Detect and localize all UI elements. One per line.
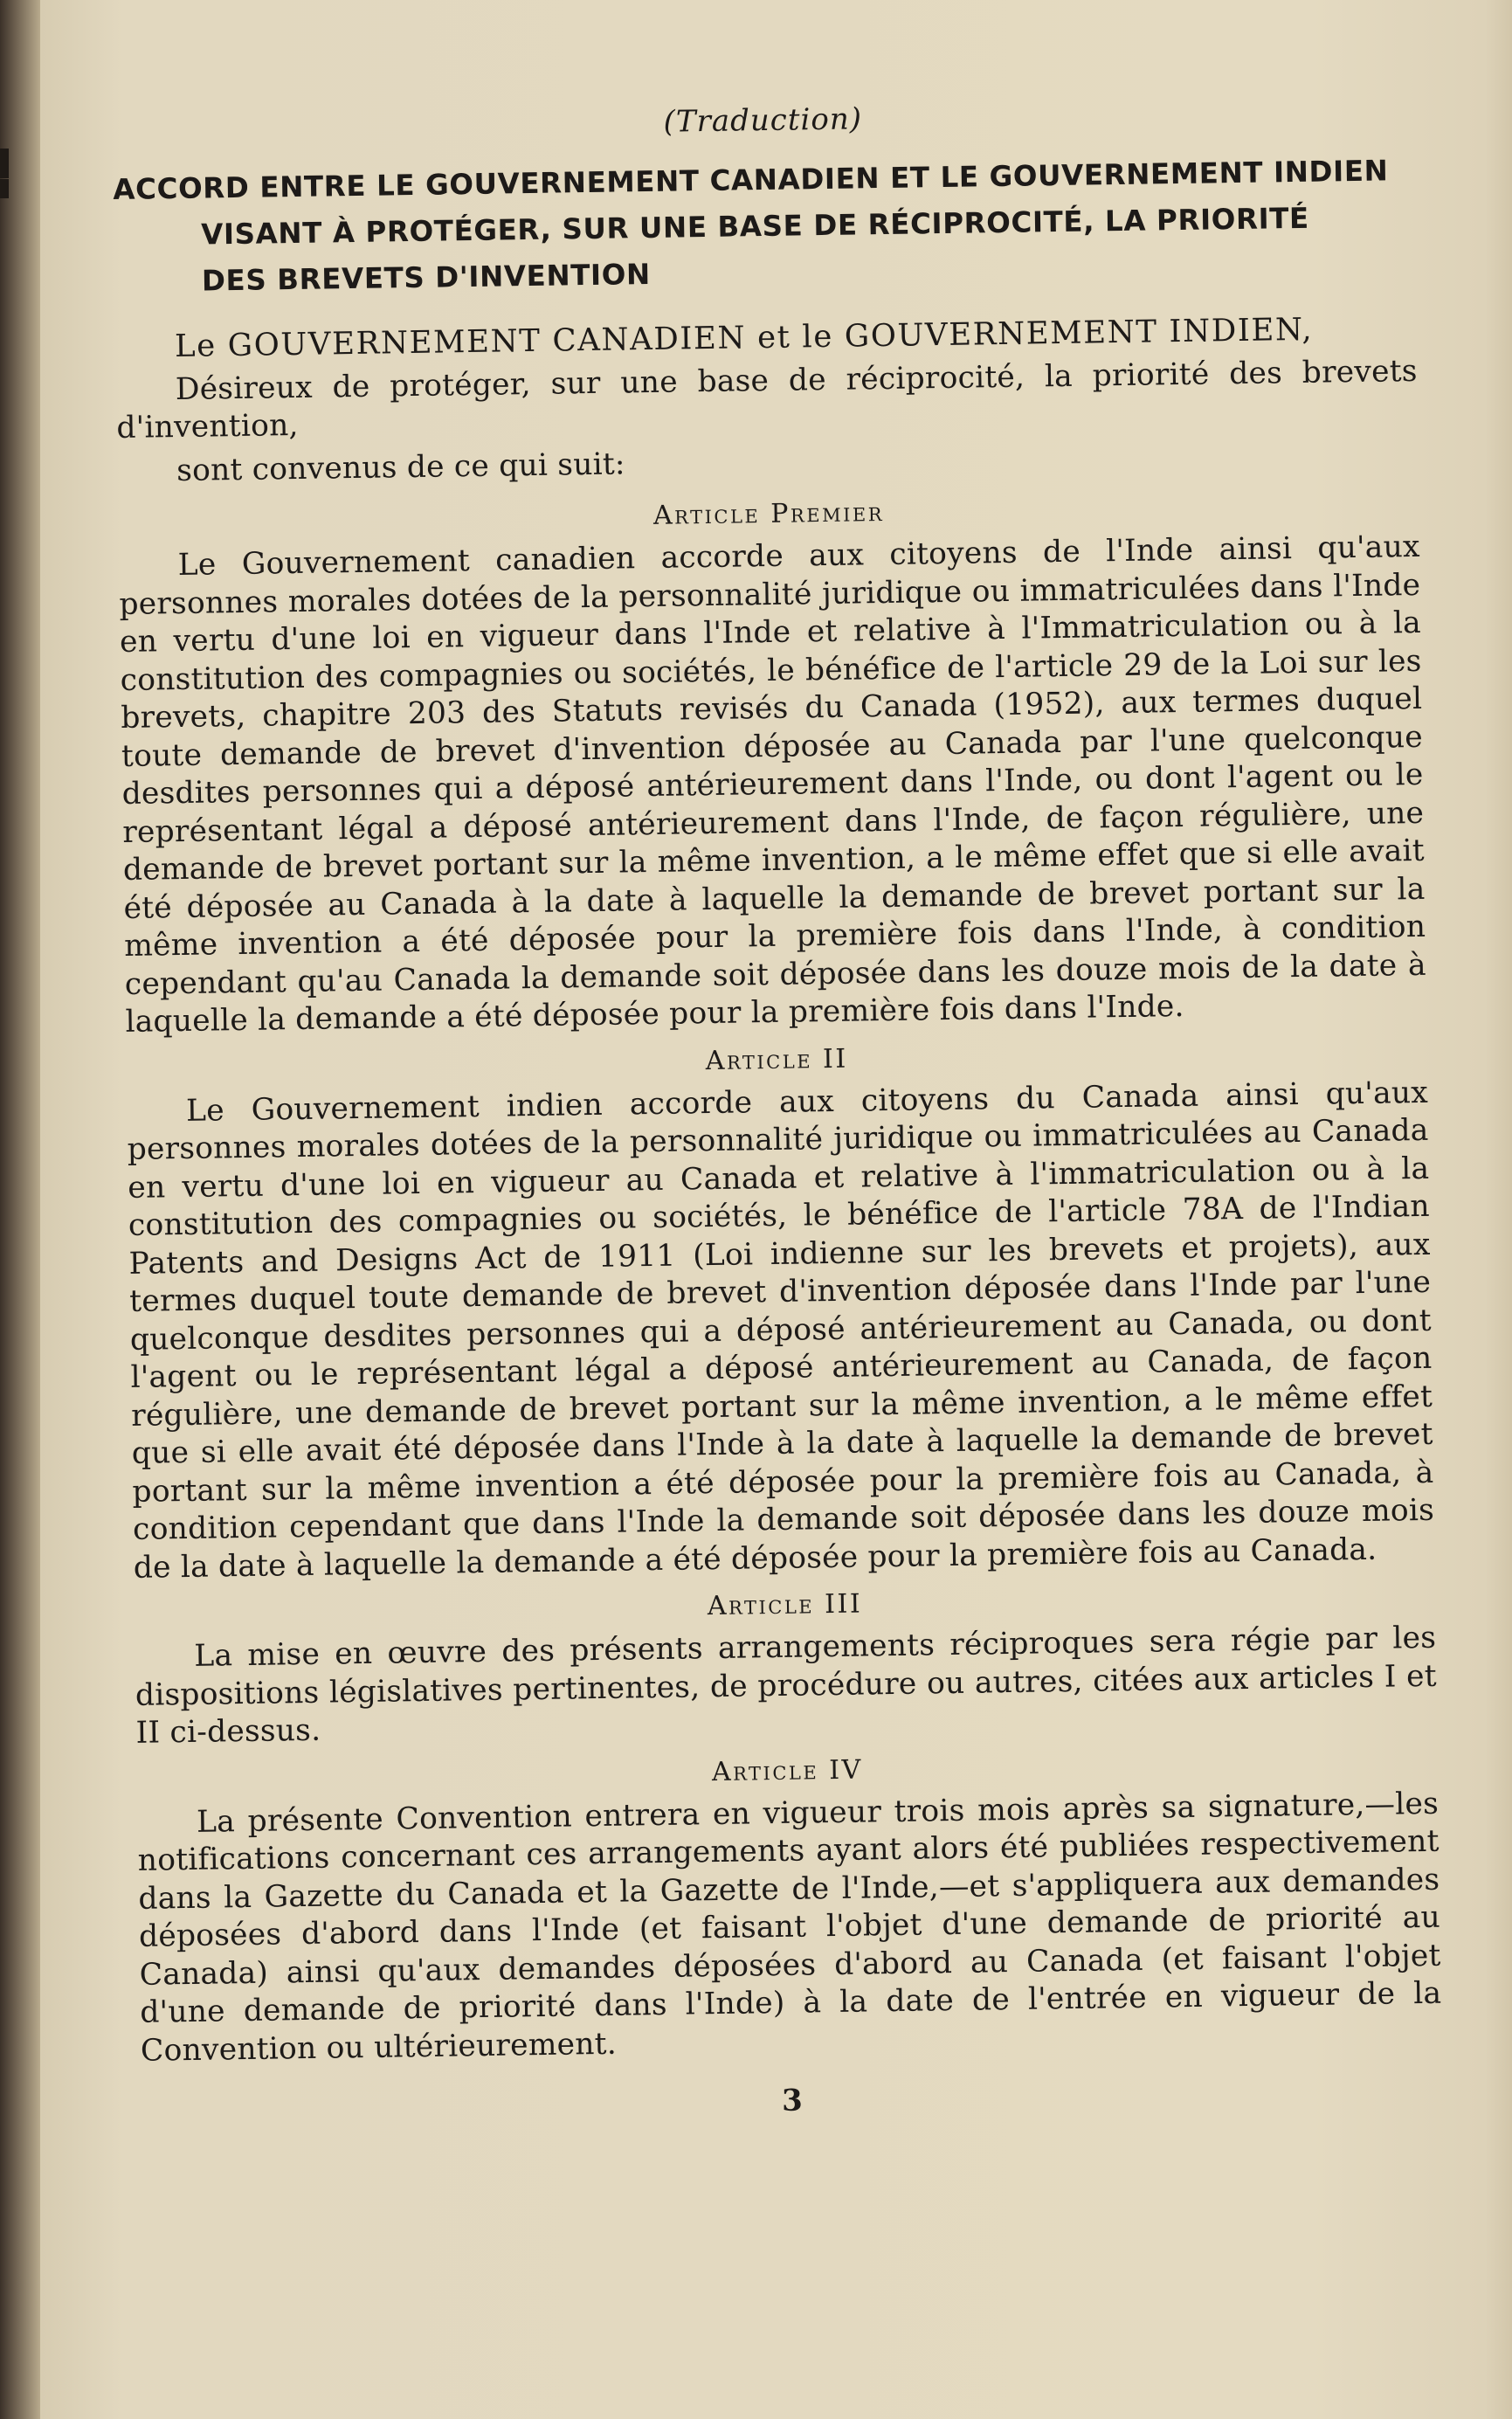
title-line: DES BREVETS D'INVENTION	[201, 257, 651, 298]
article-body: La mise en œuvre des présents arrangements réciproques sera régie par les dispositions législatives pertinentes, de procédure ou autres, citées aux articles I et II ci-dessus.	[135, 1620, 1438, 1751]
article-heading: Article IV	[711, 1754, 863, 1787]
parties-paragraph: Le GOUVERNEMENT CANADIEN et le GOUVERNEMENT INDIEN,	[174, 311, 1314, 365]
spine-mark	[0, 149, 9, 178]
translation-note: (Traduction)	[663, 101, 863, 140]
title-line: ACCORD ENTRE LE GOUVERNEMENT CANADIEN ET LE GOUVERNEMENT INDIEN	[113, 154, 1389, 207]
article-heading: Article Premier	[652, 496, 885, 531]
article-heading: Article III	[707, 1588, 863, 1622]
article-heading: Article II	[705, 1043, 848, 1076]
article-body: La présente Convention entrera en vigueur trois mois après sa signature,—les notifications concernant ces arrangements ayant alors été publiées respectivement dans la Gazette du Canada et la Gazette de l'Inde,—et s'appliquera aux demandes déposées d'abord dans l'Inde (et faisant l'objet d'une demande de priorité au Canada) ainsi qu'aux demandes déposées d'abord au Canada (et faisant l'objet d'une demande de priorité dans l'Inde) à la date de l'entrée en vigueur de la Convention ou ultérieurement.	[137, 1786, 1442, 2069]
article-body: Le Gouvernement canadien accorde aux citoyens de l'Inde ainsi qu'aux personnes morales dotées de la personnalité juridique ou immatriculées dans l'Inde en vertu d'une loi en vigueur dans l'Inde et relative à l'Immatriculation ou à la constitution des compagnies ou sociétés, le bénéfice de l'article 29 de la Loi sur les brevets, chapitre 203 des Statuts revisés du Canada (1952), aux termes duquel toute demande de brevet d'invention déposée au Canada par l'une quelconque desdites personnes qui a déposé antérieurement dans l'Inde, ou dont l'agent ou le représentant légal a déposé antérieurement dans l'Inde, de façon régulière, une demande de brevet portant sur la même invention, a le même effet que si elle avait été déposée au Canada à la date à laquelle la demande de brevet portant sur la même invention a été déposée pour la première fois dans l'Inde, à condition cependant qu'au Canada la demande soit déposée dans les douze mois de la date à laquelle la demande a été déposée pour la première fois dans l'Inde.	[119, 529, 1427, 1040]
article-body: Le Gouvernement indien accorde aux citoyens du Canada ainsi qu'aux personnes morales dotées de la personnalité juridique ou immatriculées au Canada en vertu d'une loi en vigueur au Canada et relative à l'immatriculation ou à la constitution des compagnies ou sociétés, le bénéfice de l'article 78A de l'Indian Patents and Designs Act de 1911 (Loi indienne sur les brevets et projets), aux termes duquel toute demande de brevet d'invention déposée dans l'Inde par l'une quelconque desdites personnes qui a déposé antérieurement au Canada, ou dont l'agent ou le représentant légal a déposé antérieurement au Canada, de façon régulière, une demande de brevet portant sur la même invention, a le même effet que si elle avait été déposée dans l'Inde à la date à laquelle la demande de brevet portant sur la même invention a été déposée pour la première fois au Canada, à condition cependant que dans l'Inde la demande soit déposée dans les douze mois de la date à laquelle la demande a été déposée pour la première fois au Canada.	[127, 1075, 1435, 1586]
agreement-title	[113, 148, 1416, 306]
agreed-paragraph: sont convenus de ce qui suit:	[176, 446, 625, 488]
title-line: VISANT À PROTÉGER, SUR UNE BASE DE RÉCIPROCITÉ, LA PRIORITÉ	[200, 201, 1310, 252]
recital-paragraph: Désireux de protéger, sur une base de réciprocité, la priorité des brevets d'invention,	[116, 353, 1418, 446]
page-number: 3	[781, 2083, 804, 2118]
spine-mark	[0, 179, 9, 198]
page-spine-shadow	[0, 0, 40, 2419]
document-content	[112, 93, 1443, 2128]
